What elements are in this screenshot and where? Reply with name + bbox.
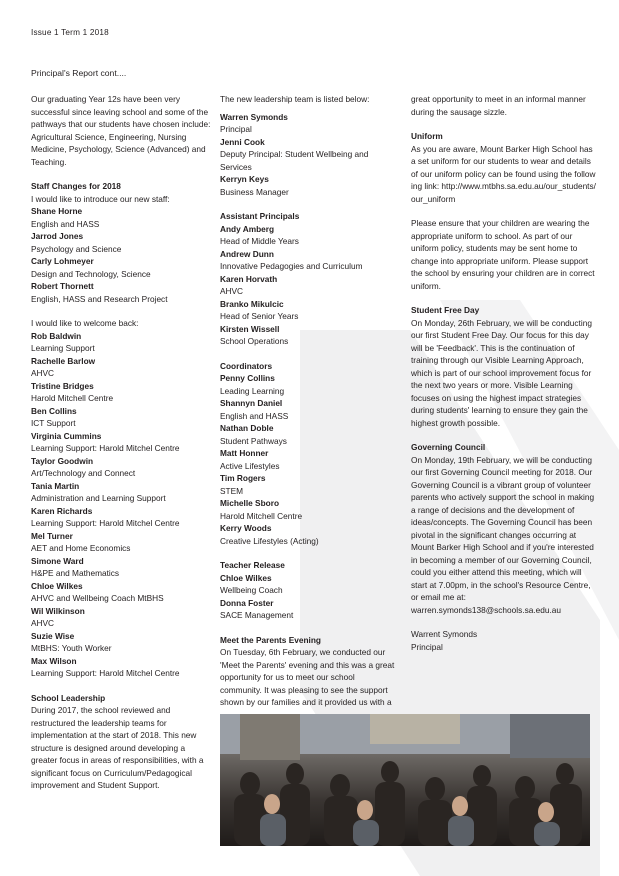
staff-name: Suzie Wise [31, 630, 75, 641]
staff-name: Karen Richards [31, 505, 93, 516]
leader-role: Head of Senior Years [220, 311, 299, 321]
assistant-principals-heading: Assistant Principals [220, 211, 300, 221]
signoff-name: Warrent Symonds [411, 629, 478, 639]
meet-parents-paragraph: On Tuesday, 6th February, we conducted our 'Meet the Parents' evening and this was a great opportunity for us to meet our school community. It was pleasing to see the support shown by our families and it provided us with a [220, 647, 395, 707]
staff-role: Learning Support [31, 343, 95, 353]
leader-role: Principal [220, 124, 252, 134]
leader-name: Warren Symonds [220, 111, 288, 122]
leader-name: Matt Honner [220, 448, 269, 458]
coordinators-heading: Coordinators [220, 360, 273, 371]
meet-parents-heading: Meet the Parents Evening [220, 634, 321, 645]
intro-paragraph: Our graduating Year 12s have been very successful since leaving school and some of the pathways that our students have chosen include: Agricultural Science, Engineering, Nursing Medicine, Psychology, Science (Advanced) and Teaching. [31, 94, 211, 167]
leader-name: Jenni Cook [220, 136, 265, 147]
leader-name: Karen Horvath [220, 273, 278, 284]
staff-name: Virginia Cummins [31, 430, 102, 441]
leader-role: Leading Learning [220, 385, 285, 396]
leader-name: Donna Foster [220, 597, 274, 608]
staff-role: Administration and Learning Support [31, 493, 166, 503]
staff-name: Tristine Bridges [31, 380, 94, 391]
crowd-photo [220, 714, 590, 846]
staff-role: H&PE and Mathematics [31, 568, 120, 578]
new-staff-list [31, 205, 213, 305]
executive-list [220, 111, 398, 199]
leader-role: AHVC [220, 286, 244, 296]
governing-council-paragraph: On Monday, 19th February, we will be conducting our first Governing Council meeting for 2018. Our Governing Council is a vibrant group of volunteer parents who actively support the school in making a range of decisions and the development of ideas/concepts. The Governing Council has been pivotal in the significant changes occurring at Mount Barker High School and if you're interested in becoming a member of our Governing Council, could you either attend this meeting, which will start at 7.00pm, in the school's Resource Centre, or email me at: warren.symonds138@schools.sa.edu.au [411, 454, 595, 615]
staff-role: Learning Support: Harold Mitchel Centre [31, 518, 180, 528]
leader-name: Tim Rogers [220, 473, 266, 483]
leader-name: Michelle Sboro [220, 498, 280, 508]
staff-role: Learning Support: Harold Mitchel Centre [31, 668, 180, 678]
welcome-intro: I would like to welcome back: [31, 318, 139, 328]
staff-role: Harold Mitchell Centre [31, 393, 114, 403]
uniform-heading: Uniform [411, 131, 443, 141]
staff-role: AET and Home Economics [31, 543, 131, 553]
meet-parents-continued: great opportunity to meet in an informal manner during the sausage sizzle. [411, 94, 586, 117]
leader-role: SACE Management [220, 610, 294, 620]
teacher-release-heading: Teacher Release [220, 560, 285, 570]
leader-name: Chloe Wilkes [220, 572, 272, 583]
team-intro: The new leadership team is listed below: [220, 94, 370, 104]
staff-role: ICT Support [31, 418, 76, 428]
leader-name: Penny Collins [220, 373, 275, 383]
column-2 [220, 93, 398, 709]
staff-name: Carly Lohmeyer [31, 256, 94, 266]
issue-label: Issue 1 Term 1 2018 [31, 28, 109, 37]
staff-role: English and HASS [31, 218, 100, 229]
staff-name: Taylor Goodwin [31, 455, 94, 466]
assistant-list [220, 223, 398, 348]
student-free-day-heading: Student Free Day [411, 305, 480, 315]
returning-staff-list [31, 330, 213, 680]
coordinator-list [220, 372, 398, 547]
leader-role: Student Pathways [220, 435, 287, 446]
staff-name: Wil Wilkinson [31, 605, 85, 616]
staff-name: Rachelle Barlow [31, 355, 96, 366]
staff-name: Robert Thornett [31, 281, 94, 291]
leader-name: Andrew Dunn [220, 248, 274, 259]
governing-council-heading: Governing Council [411, 442, 486, 452]
staff-name: Ben Collins [31, 405, 77, 416]
staff-intro: I would like to introduce our new staff: [31, 193, 170, 204]
staff-role: AHVC [31, 368, 55, 378]
leader-role: English and HASS [220, 410, 289, 421]
leader-role: Business Manager [220, 186, 289, 197]
leader-name: Branko Mikulcic [220, 298, 284, 309]
column-3 [411, 93, 597, 653]
leader-role: Creative Lifestyles (Acting) [220, 535, 319, 546]
leader-name: Kerryn Keys [220, 174, 269, 184]
release-list [220, 572, 398, 622]
uniform-paragraph-2: Please ensure that your children are wearing the appropriate uniform to school. As part of our uniform policy, students may be sent home to change into appropriate uniform. Please support the school by ensuring your children are in correct uniform. [411, 218, 595, 291]
uniform-paragraph-1: As you are aware, Mount Barker High School has a set uniform for our students to wear and details of our uniform policy can be found using the following link: http://www.mtbhs.sa.edu.au/our_students/our_uniform [411, 143, 596, 204]
crowd-photo-illustration [220, 714, 590, 846]
staff-role: Design and Technology, Science [31, 268, 151, 279]
staff-name: Tania Martin [31, 480, 80, 491]
staff-name: Mel Turner [31, 530, 73, 541]
leader-role: School Operations [220, 336, 289, 346]
school-leadership-heading: School Leadership [31, 692, 106, 703]
signoff-role: Principal [411, 641, 443, 652]
leader-role: STEM [220, 485, 244, 496]
staff-name: Shane Horne [31, 206, 83, 216]
school-leadership-paragraph: During 2017, the school reviewed and restructured the leadership teams for implementation at the start of 2018. This new structure is designed around developing a greater focus in areas of responsibilities, with a significant focus on Curriculum/Pedagogical improvement and Student Support. [31, 705, 204, 790]
leader-role: Innovative Pedagogies and Curriculum [220, 261, 363, 271]
leader-role: Active Lifestyles [220, 460, 280, 471]
leader-name: Andy Amberg [220, 223, 275, 234]
column-1 [31, 93, 213, 792]
staff-name: Rob Baldwin [31, 330, 82, 341]
leader-role: Wellbeing Coach [220, 585, 283, 595]
leader-role: Deputy Principal: Student Wellbeing and Services [220, 149, 369, 172]
leader-name: Kirsten Wissell [220, 323, 280, 334]
page-heading: Principal's Report cont.... [31, 68, 127, 78]
staff-role: Learning Support: Harold Mitchel Centre [31, 443, 180, 453]
staff-role: AHVC [31, 618, 55, 628]
staff-name: Jarrod Jones [31, 231, 84, 241]
staff-name: Max Wilson [31, 655, 77, 666]
staff-role: Psychology and Science [31, 243, 122, 254]
leader-role: Harold Mitchell Centre [220, 510, 303, 521]
staff-role: AHVC and Wellbeing Coach MtBHS [31, 593, 164, 603]
staff-changes-heading: Staff Changes for 2018 [31, 181, 121, 191]
staff-role: English, HASS and Research Project [31, 293, 168, 304]
staff-role: Art/Technology and Connect [31, 468, 136, 478]
leader-name: Shannyn Daniel [220, 398, 283, 408]
staff-name: Simone Ward [31, 555, 84, 566]
leader-name: Kerry Woods [220, 523, 272, 533]
leader-role: Head of Middle Years [220, 236, 299, 246]
leader-name: Nathan Doble [220, 423, 274, 433]
staff-role: MtBHS: Youth Worker [31, 643, 112, 653]
staff-name: Chloe Wilkes [31, 580, 83, 591]
student-free-day-paragraph: On Monday, 26th February, we will be conducting our first Student Free Day. Our focus for this day will be 'Feedback'. This is the continuation of training through our Visible Learning Approach, which is part of our school improvement focus for the next two years or more. Visible Learning focuses on using the highest impact strategies during students' learning to ensure they gain the highest growth possible. [411, 317, 592, 428]
